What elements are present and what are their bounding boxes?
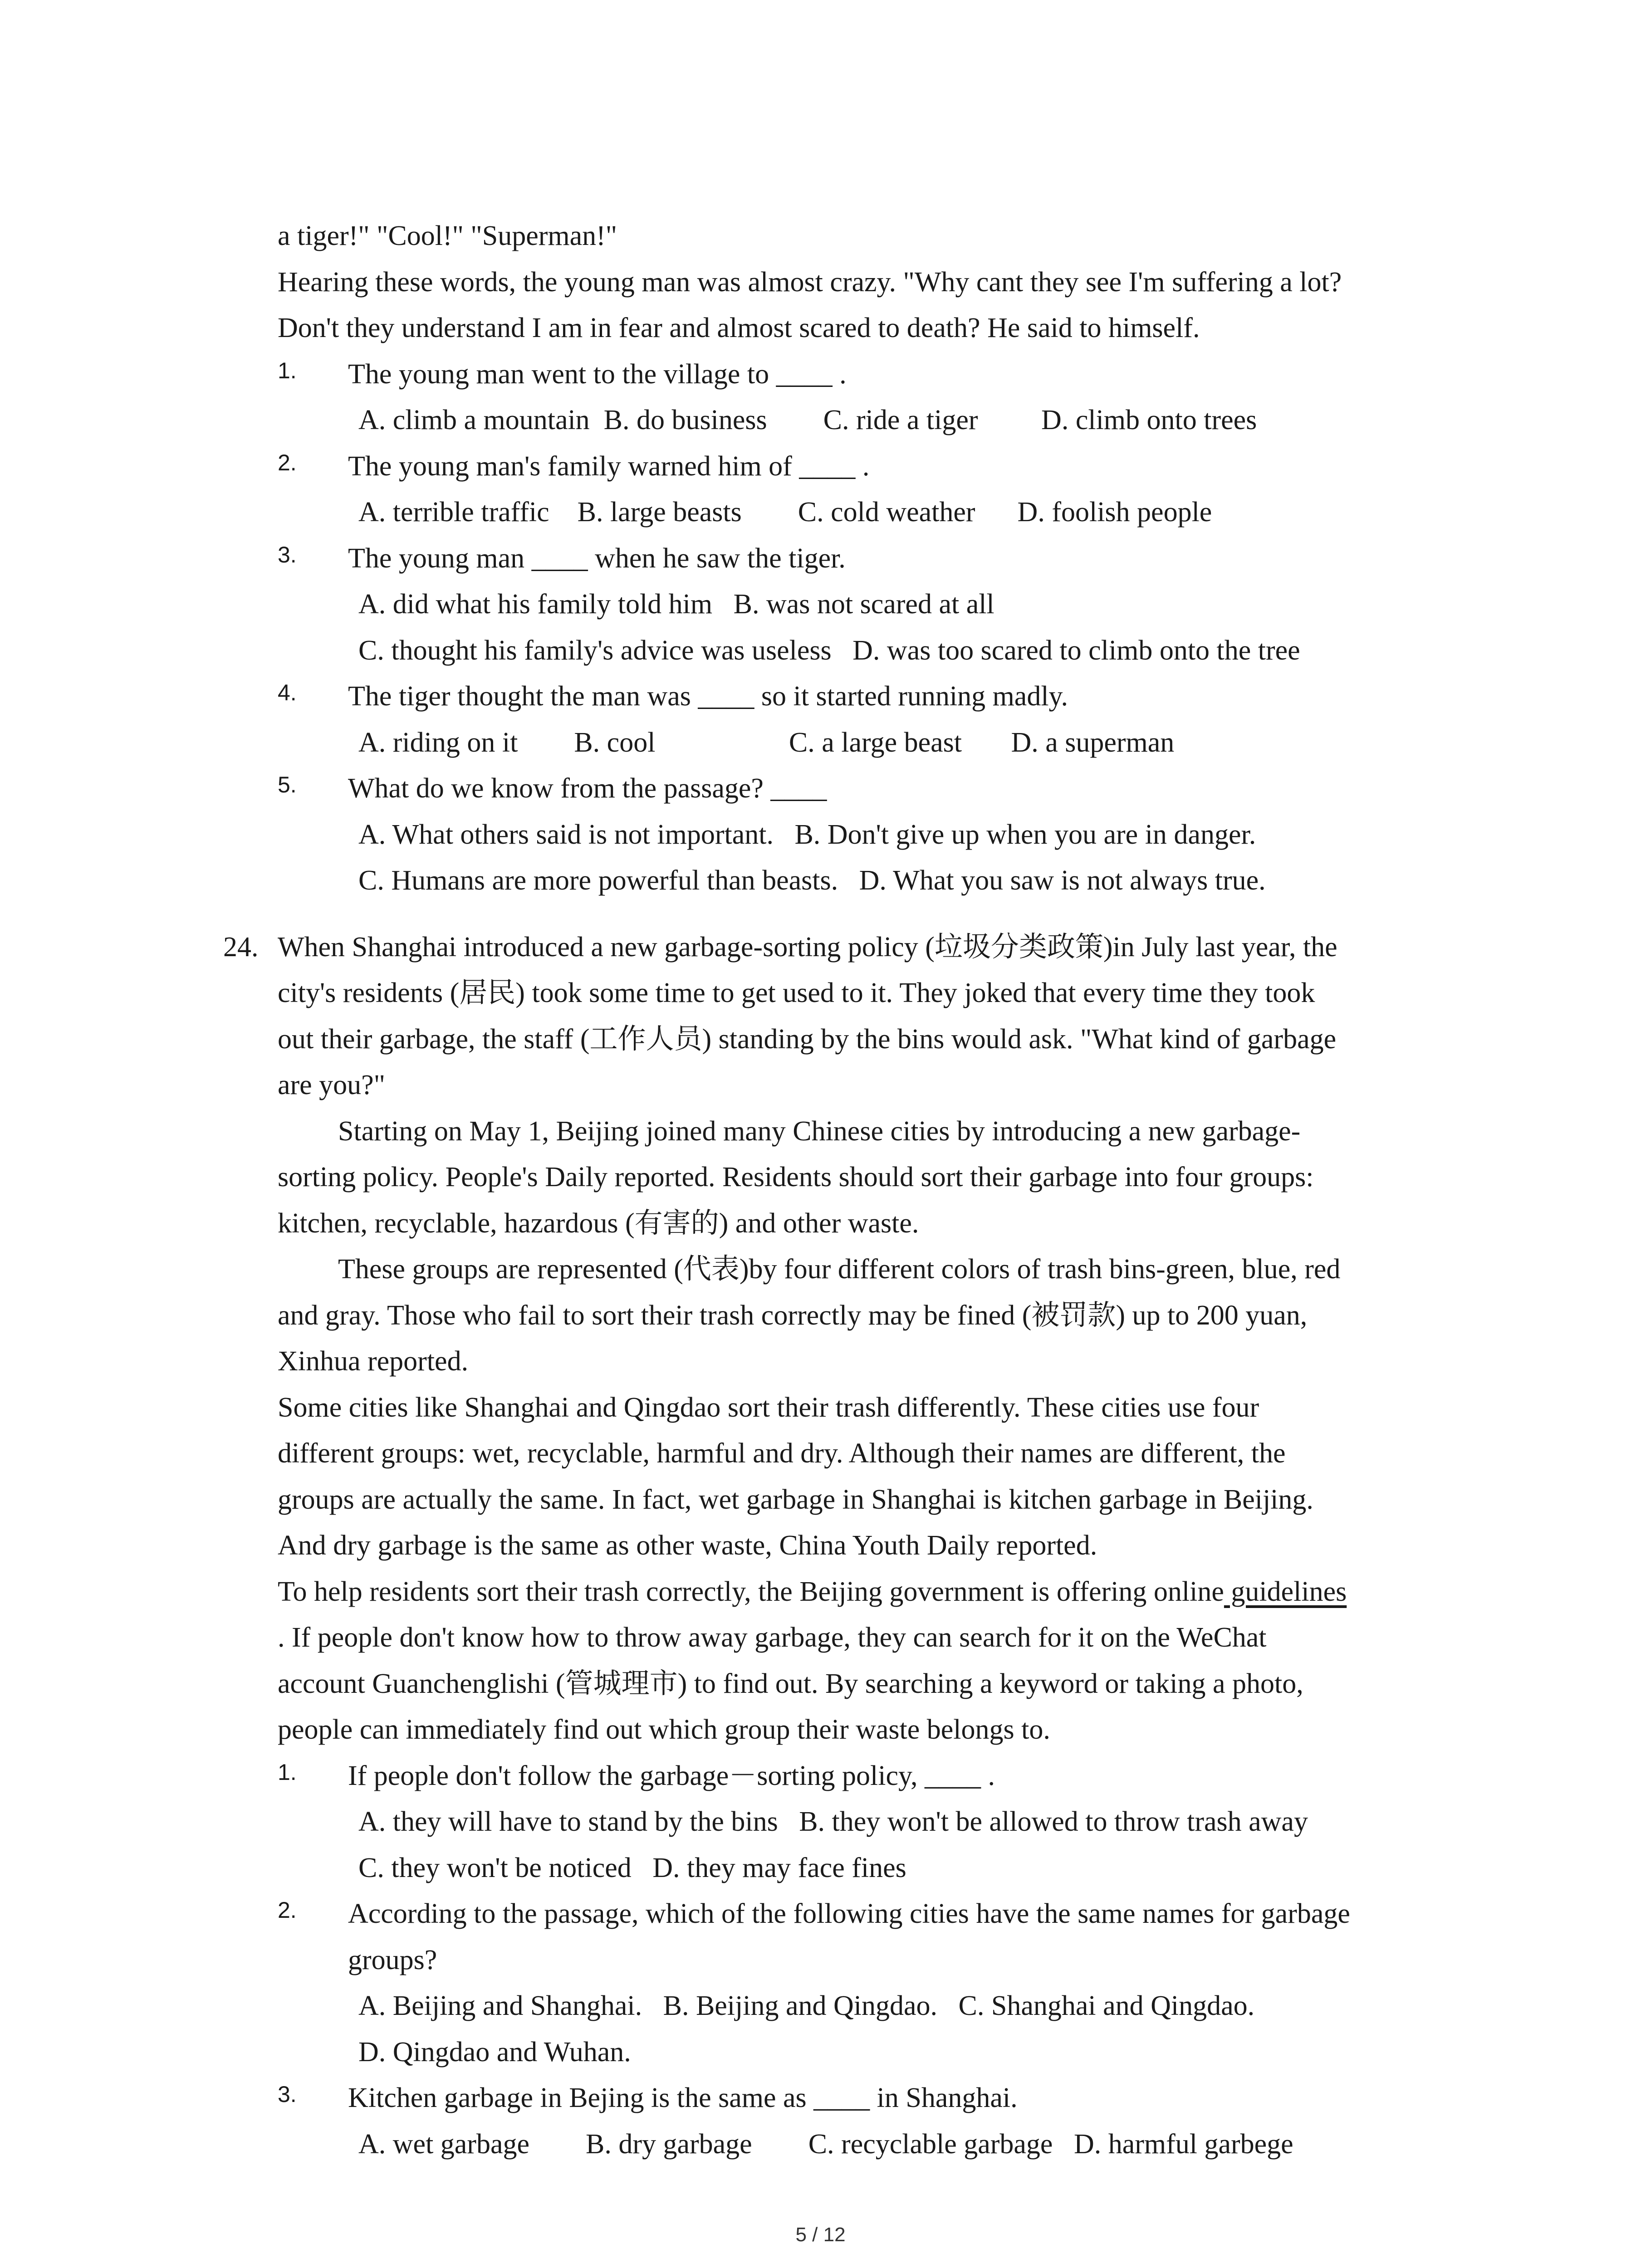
passage-line: groups are actually the same. In fact, wet garbage in Shanghai is kitchen garbage in Beijing. [278,1484,1313,1515]
question-number: 4. [278,680,297,705]
question [278,1753,1439,1799]
passage-line: account Guanchenglishi (管城理市) to find out. By searching a keyword or taking a photo, [278,1668,1303,1699]
question [278,536,1439,582]
question-stem-continued: groups? [348,1944,437,1975]
question-number: 1. [278,1759,297,1785]
passage-line: kitchen, recyclable, hazardous (有害的) and other waste. [278,1207,919,1239]
question-number: 3. [278,2082,297,2107]
question [278,1891,1439,1937]
question-options: A. wet garbage B. dry garbage C. recyclable garbage D. harmful garbege [358,2128,1293,2160]
passage-line: And dry garbage is the same as other waste, China Youth Daily reported. [278,1530,1097,1561]
question-stem: According to the passage, which of the following cities have the same names for garbage [348,1898,1350,1929]
question-options: A. Beijing and Shanghai. B. Beijing and Qingdao. C. Shanghai and Qingdao. [358,1990,1255,2021]
question-options: A. did what his family told him B. was not scared at all [358,589,994,620]
question-number: 5. [278,772,297,797]
question-options: A. terrible traffic B. large beasts C. cold weather D. foolish people [358,497,1212,528]
question-number: 2. [278,450,297,475]
passage-line: are you?" [278,1070,386,1100]
question-options: A. What others said is not important. B. Don't give up when you are in danger. [358,819,1256,850]
passage-line: different groups: wet, recyclable, harmful and dry. Although their names are different, the [278,1438,1286,1469]
question-stem: If people don't follow the garbage－sorting policy, ____ . [348,1760,995,1791]
passage-line: Don't they understand I am in fear and almost scared to death? He said to himself. [278,313,1200,343]
question [278,352,1439,398]
passage-24 [223,924,1439,2168]
question [278,444,1439,490]
passage-line [278,1569,1439,1615]
passage-line: When Shanghai introduced a new garbage-sorting policy (垃圾分类政策)in July last year, the [278,931,1337,963]
question-stem: The tiger thought the man was ____ so it started running madly. [348,681,1068,712]
question-stem: Kitchen garbage in Bejing is the same as ____ in Shanghai. [348,2082,1018,2113]
passage-line: . If people don't know how to throw away garbage, they can search for it on the WeChat [278,1622,1267,1653]
passage-line: Xinhua reported. [278,1346,469,1377]
page-number: 5 / 12 [795,2224,846,2246]
passage-text: To help residents sort their trash correctly, the Beijing government is offering online [278,1576,1224,1607]
passage-line: and gray. Those who fail to sort their trash correctly may be fined (被罚款) up to 200 yuan, [278,1300,1308,1331]
passage-number: 24. [223,931,259,963]
question-number: 2. [278,1897,297,1923]
passage-line: Starting on May 1, Beijing joined many Chinese cities by introducing a new garbage- [338,1115,1301,1147]
passage-line: city's residents (居民) took some time to get used to it. They joked that every time they took [278,978,1315,1008]
question-stem: The young man ____ when he saw the tiger. [348,543,846,574]
question-options: C. Humans are more powerful than beasts. D. What you saw is not always true. [358,865,1266,896]
question [278,766,1439,812]
question-options: C. they won't be noticed D. they may face fines [358,1852,906,1883]
passage-line: out their garbage, the staff (工作人员) standing by the bins would ask. "What kind of garbage [278,1023,1337,1055]
passage-line: sorting policy. People's Daily reported. Residents should sort their garbage into four groups: [278,1162,1314,1193]
passage-line: people can immediately find out which group their waste belongs to. [278,1714,1050,1745]
question-options: D. Qingdao and Wuhan. [358,2036,631,2068]
passage-line: Some cities like Shanghai and Qingdao sort their trash differently. These cities use four [278,1392,1259,1423]
question-stem: What do we know from the passage? ____ [348,773,827,804]
question-number: 1. [278,357,297,383]
question-stem: The young man went to the village to ____ . [348,358,847,390]
underlined-word: guidelines [1224,1576,1347,1607]
question-number: 3. [278,542,297,567]
question-options: C. thought his family's advice was useless D. was too scared to climb onto the tree [358,635,1300,666]
question-options: A. they will have to stand by the bins B. they won't be allowed to throw trash away [358,1806,1308,1837]
question-options: A. riding on it B. cool C. a large beast D. a superman [358,727,1175,758]
passage-line: These groups are represented (代表)by four different colors of trash bins-green, blue, red [338,1254,1341,1285]
page-content [223,213,1439,2167]
passage-line: Hearing these words, the young man was almost crazy. "Why cant they see I'm suffering a lot? [278,266,1342,298]
passage-line: a tiger!" "Cool!" "Superman!" [278,220,617,251]
question [278,2075,1439,2121]
question-stem: The young man's family warned him of ____ . [348,450,870,482]
passage-23 [278,213,1439,904]
question [278,674,1439,720]
question-options: A. climb a mountain B. do business C. ride a tiger D. climb onto trees [358,405,1257,435]
